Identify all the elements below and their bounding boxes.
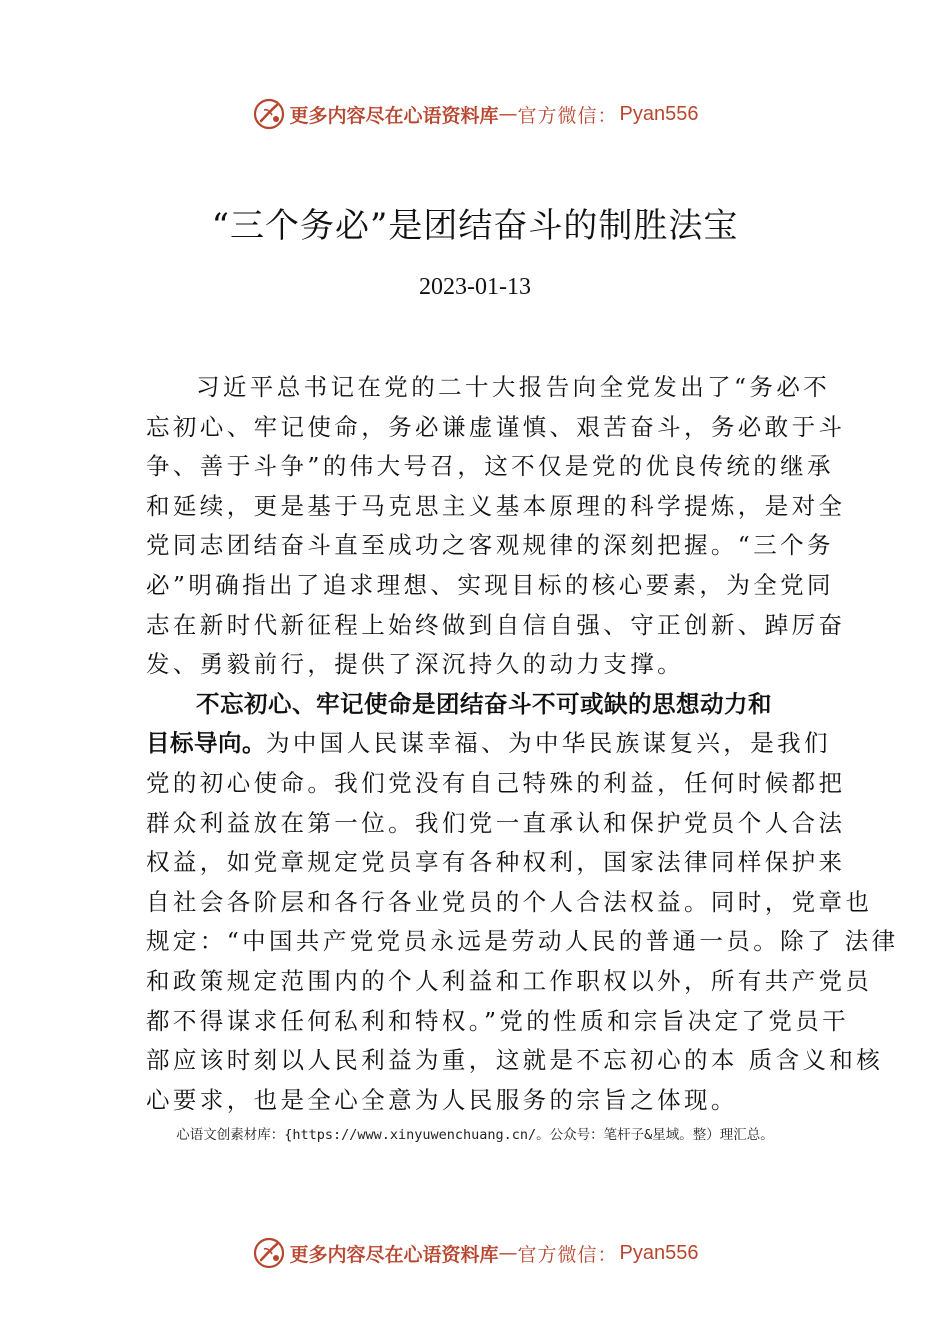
body-line: 群众利益放在第一位。我们党一直承认和保护党员个人合法 [146,808,846,837]
body-line: 和延续，更是基于马克思主义基本原理的科学提炼，是对全 [146,491,846,520]
body-line: 都不得谋求任何私利和特权。”党的性质和宗旨决定了党员干 [146,1006,850,1035]
banner-main-text: 更多内容尽在心语资料库 [289,1243,499,1266]
banner-dash: — [498,103,518,125]
brush-logo-icon [252,97,286,131]
article-body [146,368,899,1120]
banner-dash: — [498,1242,518,1264]
banner-wechat-id: Pyan556 [619,102,699,125]
body-line: 忘初心、牢记使命，务必谦虚谨慎、艰苦奋斗，务必敢于斗 [146,412,846,441]
banner-wechat-label: 官方微信： [517,104,618,127]
body-line-text: 为中国人民谋幸福、为中华民族谋复兴，是我们 [266,729,831,758]
section-heading-text: 目标导向。 [146,729,266,758]
body-line: 规定：“中国共产党党员永远是劳动人民的普通一员。除了 法律 [146,927,899,956]
body-line: 自社会各阶层和各行各业党员的个人合法权益。同时，党章也 [146,887,873,916]
body-line: 习近平总书记在党的二十大报告向全党发出了“务必不 [196,373,831,401]
body-line: 心要求，也是全心全意为人民服务的宗旨之体现。 [146,1085,738,1114]
source-note: 心语文创素材库：{https://www.xinyuwenchuang.cn/。公众号：笔杆子&星域。整）理汇总。 [176,1127,774,1143]
header-banner [0,96,950,132]
body-line: 部应该时刻以人民利益为重，这就是不忘初心的本 质含义和核 [146,1046,884,1075]
article-date: 2023-01-13 [419,274,531,300]
body-line: 争、善于斗争”的伟大号召，这不仅是党的优良传统的继承 [146,452,834,481]
banner-wechat-id: Pyan556 [619,1241,699,1264]
section-heading-text: 不忘初心、牢记使命是团结奋斗不可或缺的思想动力和 [196,689,772,718]
footer-banner [0,1235,950,1271]
body-line: 权益，如党章规定党员享有各种权利，国家法律同样保护来 [146,848,846,877]
body-line: 党同志团结奋斗直至成功之客观规律的深刻把握。“三个务 [146,531,834,560]
body-line: 必”明确指出了追求理想、实现目标的核心要素，为全党同 [146,570,834,599]
banner-main-text: 更多内容尽在心语资料库 [289,104,499,127]
article-title: “三个务必”是团结奋斗的制胜法宝 [211,206,739,246]
banner-wechat-label: 官方微信： [517,1243,618,1266]
body-line: 志在新时代新征程上始终做到自信自强、守正创新、踔厉奋 [146,610,846,639]
body-line: 发、勇毅前行，提供了深沉持久的动力支撑。 [146,650,684,679]
body-line [146,724,846,764]
body-line: 党的初心使命。我们党没有自己特殊的利益，任何时候都把 [146,768,846,797]
body-line: 和政策规定范围内的个人利益和工作职权以外，所有共产党员 [146,966,873,995]
brush-logo-icon [252,1236,286,1270]
section-heading-line [146,685,846,725]
